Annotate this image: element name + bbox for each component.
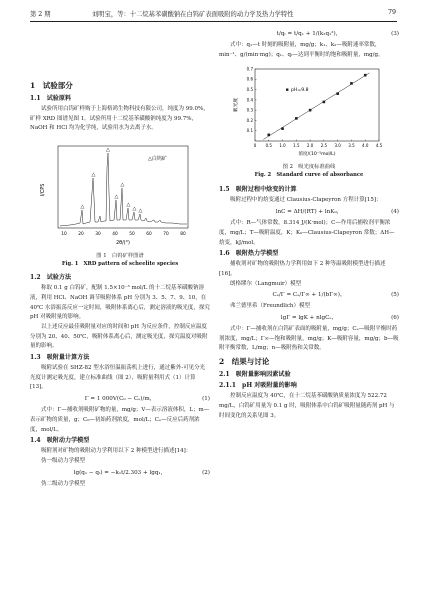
fig2-y-tick: 0.2 <box>246 118 253 124</box>
fig2-y-tick: 0.5 <box>246 87 253 93</box>
data-point <box>309 109 312 112</box>
enthalpy-paragraph: 吸附过程中的焓变通过 Clausius-Clapeyron 方程计算[15]： <box>230 197 382 204</box>
fig2-x-tick: 4.5 <box>375 143 383 149</box>
left-column <box>30 28 210 489</box>
section-1-4-heading: 1.4 吸附动力学模型 <box>30 437 90 445</box>
equation-6-number: (6) <box>391 315 399 322</box>
section-1-1-heading: 1.1 试验原料 <box>30 95 72 102</box>
method-paragraph-2: 以上述反应最佳吸附量对应的时间和 pH 为反应条件，控制反应温度分别为 20、40、50℃，吸附体系离心后，测定吸光度，探究温度对吸附量的影响。 <box>30 323 208 350</box>
model-2-name: 伪二级动力学模型 <box>41 480 86 487</box>
model-4-name: 弗兰德里希（Freundlich）模型 <box>230 303 310 310</box>
section-1-5-heading: 1.5 吸附过程中焓变的计算 <box>219 186 297 194</box>
section-2-1-heading: 2.1 吸附量影响因素试验 <box>219 371 291 379</box>
fig2-x-tick: 0 <box>253 143 257 149</box>
xrd-peak-marker: △ <box>120 182 125 189</box>
section-1-2-heading: 1.2 试验方法 <box>30 274 72 282</box>
eq5-6-definitions: 式中：Γ—捕收剂在白钨矿表面的吸附量，mg/g；Cₑ—吸附平衡时药剂浓度，mg/L；Γ∞—饱和吸附量，mg/g；K—吸附容量，mg/g；b—吸附平衡常数，L/mg；n—吸附热和关常数。 <box>219 326 399 352</box>
issue-number: 第 2 期 <box>30 11 51 18</box>
section-1-heading: 1 试验部分 <box>30 81 73 90</box>
equation-4 <box>219 207 399 218</box>
equation-1 <box>30 394 210 405</box>
xrd-x-tick: 60 <box>146 232 152 238</box>
equation-1-body: Γ = 1 000V(C₀ − Cₑ)/m， <box>84 396 156 403</box>
figure-2 <box>219 63 399 179</box>
fig2-x-tick: 0.5 <box>265 143 272 149</box>
equation-4-number: (4) <box>391 209 399 216</box>
xrd-peak-marker: △ <box>138 208 143 215</box>
xrd-peak-marker: △ <box>91 172 96 179</box>
calc-paragraph: 吸附试验在 SHZ-82 型水浴恒温振荡机上进行，通过紫外-可见分光光度计测定吸光度，建立标准曲线（图 2），吸附量利用式（1）计算[13]。 <box>30 365 206 391</box>
eq3-definitions: 式中：q₁—t 时刻的吸附量，mg/g；k₁、k₂—吸附速率常数，min⁻¹、g/(min·mg)；q₁、qₜ—达到平衡时的饱和吸附量，mg/g。 <box>219 42 384 58</box>
xrd-peak-marker: △ <box>126 202 131 209</box>
fig2-x-tick: 2.5 <box>320 143 328 149</box>
equation-3-body: t/qₜ = t/q₁ + 1/(k₂q₁²)， <box>276 31 342 37</box>
fig2-x-tick: 1.0 <box>279 143 286 149</box>
section-1-6-heading: 1.6 吸附热力学模型 <box>219 250 279 258</box>
fig2-legend: pH=9.8 <box>291 88 309 94</box>
materials-paragraph: 试验所用白钨矿样购于上海格鸿生物科技有限公司，纯度为 99.0%，矿样 XRD 图谱见图 1。试验所用十二烷基苯磺酸钠纯度为 99.7%，NaOH 和 HCl 均为化学纯，试验用水为去离子水。 <box>30 106 209 132</box>
data-point <box>350 83 353 86</box>
equation-2-number: (2) <box>202 469 210 476</box>
data-point <box>295 117 298 120</box>
fig2-x-tick: 1.5 <box>293 143 300 149</box>
xrd-peak-marker: △ <box>106 147 110 154</box>
standard-curve-chart <box>219 63 399 159</box>
fig2-x-tick: 3.5 <box>348 143 355 149</box>
figure-2-caption: 图 2 吸光度标准曲线 <box>282 164 336 171</box>
fig2-y-tick: 0.6 <box>246 77 253 83</box>
fig2-y-tick: 0.3 <box>246 107 253 113</box>
figure-1-caption-en: Fig. 1 XRD pattern of scheelite species <box>61 261 179 268</box>
xrd-legend: △白钨矿 <box>148 156 167 163</box>
figure-1 <box>30 138 210 268</box>
running-title: 刘明宝，等：十二烷基苯磺酸钠在白钨矿表面吸附的动力学及热力学特性 <box>92 11 294 18</box>
legend-marker <box>286 89 288 91</box>
xrd-chart <box>30 138 210 248</box>
xrd-xlabel: 2θ/(°) <box>116 241 130 247</box>
fig2-x-tick: 4.0 <box>362 143 369 149</box>
equation-5 <box>219 290 399 301</box>
xrd-peak-marker: △ <box>114 194 119 201</box>
xrd-peak-marker: △ <box>132 206 137 213</box>
data-point <box>323 101 326 104</box>
model-3-name: 朗格缪尔（Langmuir）模型 <box>230 280 302 287</box>
header-rule <box>30 21 397 22</box>
section-2-heading: 2 结果与讨论 <box>219 357 270 367</box>
equation-1-number: (1) <box>202 396 210 403</box>
fig2-y-tick: 0.7 <box>246 66 253 72</box>
equation-3 <box>219 29 399 40</box>
kinetics-paragraph: 吸附剂对矿物的吸附动力学利用以下 2 种模型进行描述[14]： <box>41 448 192 455</box>
xrd-x-tick: 20 <box>78 232 84 238</box>
xrd-x-tick: 50 <box>129 232 135 238</box>
data-point <box>281 128 284 131</box>
xrd-x-tick: 40 <box>112 232 118 238</box>
equation-2-body: lg(q₁ − qₜ) = −k₁t/2.303 + lgq₁， <box>73 469 167 476</box>
fig2-ylabel: 吸光度 <box>234 98 239 113</box>
equation-5-number: (5) <box>391 292 399 299</box>
eq1-definitions: 式中：Γ—捕收剂吸附矿物的量，mg/g；V—表示溶液体积，L；m—表示矿物的质量，g；C₀—初始药剂浓度，mol/L；Cₑ—反应后药剂浓度，mol/L。 <box>30 407 210 433</box>
fig2-y-tick: 0.1 <box>246 128 253 134</box>
fit-line <box>263 73 369 140</box>
section-1-3-heading: 1.3 吸附量计算方法 <box>30 354 90 362</box>
data-points <box>267 74 366 136</box>
xrd-x-tick: 80 <box>180 232 186 238</box>
data-point <box>267 134 270 137</box>
ph-effect-paragraph: 控制反应温度为 40℃，在十二烷基苯磺酸钠质量浓度为 522.72 mg/L，白钨矿用量为 0.1 g 时，吸附体系中白钨矿吸附量随药剂 pH 与时间变化的关系见图 3。 <box>219 393 395 419</box>
model-1-name: 伪一级动力学模型 <box>41 457 86 464</box>
fig2-x-tick: 2.0 <box>306 143 314 149</box>
thermo-paragraph: 捕收剂对矿物的吸附热力学利用如下 2 种等温吸附模型进行描述[16]。 <box>219 261 386 277</box>
equation-6 <box>219 313 399 324</box>
fig2-x-tick: 3.0 <box>334 143 341 149</box>
xrd-x-tick: 30 <box>95 232 101 238</box>
xrd-peak-marker: △ <box>80 204 85 211</box>
page-number: 79 <box>388 9 397 16</box>
xrd-x-ticks <box>61 231 186 237</box>
equation-4-body: lnC = ΔH/(RT) + lnK₀， <box>275 209 343 216</box>
equation-5-body: Cₑ/Γ = Cₑ/Γ∞ + 1/(bΓ∞)， <box>272 292 346 299</box>
eq4-definitions: 式中：R—气体常数，8.314 J/(K·mol)；C—作用后捕收剂平衡浓度，mg/L；T—吸附温度，K；K₀—Clausius-Clapeyron 常数；ΔH—焓变，kJ/mol。 <box>219 220 395 246</box>
right-column <box>219 28 399 421</box>
method-paragraph-1: 称取 0.1 g 白钨矿，配制 1.5×10⁻³ mol/L 的十二烷基苯磺酸钠溶液，利用 HCl、NaOH 调节吸附体系 pH 分别为 3、5、7、9、10，在 40℃ 水浴振荡反应一定时间，吸附体系离心后，测定溶液的吸光度，探究 pH 对吸附量的影响。 <box>30 285 210 321</box>
section-2-1-1-heading: 2.1.1 pH 对吸附量的影响 <box>219 382 297 390</box>
xrd-x-tick: 70 <box>163 232 169 238</box>
xrd-x-tick: 10 <box>61 232 67 238</box>
xrd-pattern-line <box>60 153 187 226</box>
equation-2 <box>30 468 210 479</box>
data-point <box>364 74 367 77</box>
figure-1-caption: 图 1 白钨矿样图谱 <box>96 253 144 260</box>
xrd-ylabel: I/CPS <box>40 183 46 197</box>
equation-6-body: lgΓ = lgK + nlgCₑ， <box>280 315 338 322</box>
fig2-xlabel: 浓度/(10⁻⁵mol/L) <box>298 152 336 158</box>
figure-2-caption-en: Fig. 2 Standard curve of absorbance <box>254 172 364 179</box>
fig2-y-tick: 0.4 <box>246 97 253 103</box>
equation-3-number: (3) <box>391 31 399 37</box>
plot-frame <box>255 69 379 141</box>
data-point <box>336 93 339 96</box>
